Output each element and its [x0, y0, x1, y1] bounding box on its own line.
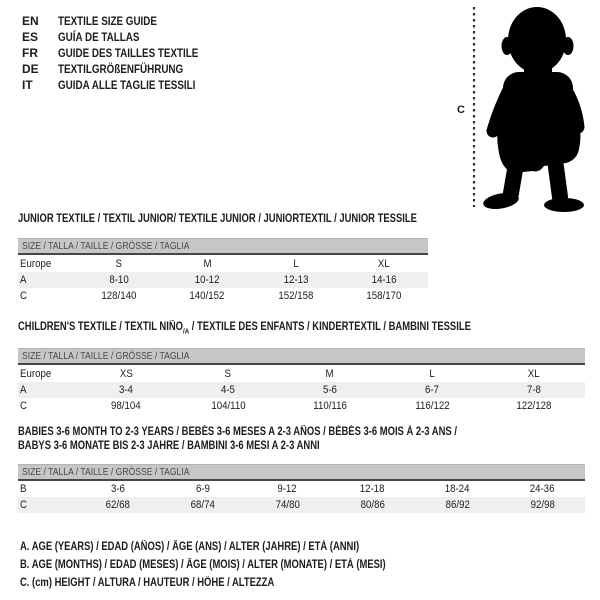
- column-header-row: [18, 255, 428, 272]
- row-label-cell: [18, 290, 75, 302]
- size-value-cell: [245, 483, 330, 495]
- column-header-text: XL: [377, 257, 390, 270]
- size-value: 128/140: [101, 290, 137, 302]
- column-header-text: L: [429, 367, 435, 380]
- size-value-cell: [330, 483, 415, 495]
- size-value-cell: [381, 384, 483, 396]
- section-title-text: / TEXTILE DES ENFANTS / KINDERTEXTIL / BAMBINI TESSILE: [189, 321, 471, 333]
- language-row: [22, 13, 229, 29]
- column-header-cell: [163, 258, 251, 270]
- language-label: GUÍA DE TALLAS: [58, 30, 140, 44]
- size-header-text: SIZE / TALLA / TAILLE / GRÖSSE / TAGLIA: [22, 350, 190, 362]
- size-value: 3-6: [110, 483, 125, 495]
- toddler-silhouette: [482, 7, 584, 212]
- size-section: [18, 212, 428, 304]
- size-header-bar: [18, 238, 428, 253]
- size-value: 8-10: [109, 274, 129, 286]
- size-value-cell: [500, 483, 585, 495]
- size-value: 6-9: [195, 483, 210, 495]
- section-title-text: JUNIOR TEXTILE / TEXTIL JUNIOR/ TEXTILE JUNIOR / JUNIORTEXTIL / JUNIOR TESSILE: [18, 213, 417, 225]
- language-code: IT: [22, 78, 33, 92]
- size-value: 122/128: [516, 400, 552, 412]
- size-value: 80/86: [360, 499, 385, 511]
- size-value-cell: [340, 290, 428, 302]
- size-value: 4-5: [221, 384, 235, 396]
- size-table: [18, 238, 428, 304]
- column-header-text: M: [325, 367, 335, 380]
- size-section: [18, 320, 585, 414]
- column-header-cell: [279, 368, 381, 380]
- size-value: 62/68: [105, 499, 130, 511]
- column-header-text: XL: [528, 367, 540, 380]
- size-value: 5-6: [323, 384, 337, 396]
- row-label-cell: [18, 499, 75, 511]
- size-table: [18, 348, 585, 414]
- language-code: FR: [22, 46, 38, 60]
- legend: [20, 537, 600, 591]
- language-label: TEXTILGRÖßENFÜHRUNG: [58, 62, 184, 76]
- row-label-cell: [18, 274, 75, 286]
- language-list: [22, 13, 229, 93]
- size-value-cell: [75, 499, 160, 511]
- section-title-text: BABIES 3-6 MONTH TO 2-3 YEARS / BEBÉS 3-6 MESES A 2-3 AÑOS / BÉBÉS 3-6 MOIS À 2-3 ANS /: [18, 426, 457, 438]
- size-header-bar: [18, 464, 585, 479]
- size-value-cell: [245, 499, 330, 511]
- section-title-line: [18, 320, 471, 334]
- row-label-cell: [18, 400, 75, 412]
- row-label: C: [20, 499, 27, 511]
- row-label: B: [20, 483, 27, 495]
- size-value: 116/122: [414, 400, 450, 412]
- size-value: 158/170: [366, 290, 402, 302]
- toddler-silhouette-graphic: [450, 0, 600, 215]
- language-label: GUIDA ALLE TAGLIE TESSILI: [58, 78, 196, 92]
- size-value-cell: [252, 290, 340, 302]
- size-value-cell: [75, 483, 160, 495]
- section-title-text: /A: [183, 326, 190, 336]
- row-label-cell: [18, 384, 75, 396]
- size-value-cell: [415, 499, 500, 511]
- section-title-line: [18, 212, 417, 226]
- size-value-cell: [163, 290, 251, 302]
- size-value: 12-18: [360, 483, 385, 495]
- column-header-text: Europe: [20, 367, 52, 380]
- column-header-cell: [252, 258, 340, 270]
- column-header-cell: [75, 368, 177, 380]
- size-row: [18, 481, 585, 497]
- size-value: 74/80: [275, 499, 300, 511]
- row-label-cell: [18, 483, 75, 495]
- row-label: A: [20, 384, 27, 396]
- size-value: 98/104: [111, 400, 141, 412]
- column-header-cell: [177, 368, 279, 380]
- size-value-cell: [160, 483, 245, 495]
- size-value: 86/92: [445, 499, 470, 511]
- size-value: 12-13: [283, 274, 308, 286]
- column-header-row: [18, 365, 585, 382]
- legend-line: C. (cm) HEIGHT / ALTURA / HAUTEUR / HÖHE / ALTEZZA: [20, 577, 275, 589]
- column-header-cell: [75, 258, 163, 270]
- size-value: 3-4: [119, 384, 133, 396]
- language-row: [22, 45, 229, 61]
- size-value: 104/110: [210, 400, 246, 412]
- column-header-text: L: [292, 257, 299, 270]
- column-header-text: M: [203, 257, 212, 270]
- size-row: [18, 398, 585, 414]
- row-label: C: [20, 400, 27, 412]
- size-value: 24-36: [530, 483, 555, 495]
- figure-area: [450, 0, 600, 215]
- column-header-text: S: [224, 367, 232, 380]
- row-label: A: [20, 274, 27, 286]
- size-value-cell: [75, 400, 177, 412]
- size-value-cell: [500, 499, 585, 511]
- size-value-cell: [279, 384, 381, 396]
- size-section: [18, 425, 585, 513]
- section-title: [18, 425, 585, 453]
- column-header-text: S: [115, 257, 123, 270]
- column-header-text: XS: [119, 367, 133, 380]
- size-value: 9-12: [277, 483, 298, 495]
- size-value-cell: [483, 400, 585, 412]
- section-title-line: [18, 425, 457, 439]
- row-label: C: [20, 290, 27, 302]
- language-code: DE: [22, 62, 39, 76]
- language-row: [22, 61, 229, 77]
- section-title: [18, 320, 585, 334]
- size-value-cell: [163, 274, 251, 286]
- language-code: ES: [22, 30, 39, 44]
- section-title: [18, 212, 428, 226]
- size-header-text: SIZE / TALLA / TAILLE / GRÖSSE / TAGLIA: [22, 466, 190, 478]
- height-measure-label: C: [457, 104, 465, 116]
- column-header-cell: [483, 368, 585, 380]
- column-header-text: Europe: [20, 257, 52, 270]
- size-value-cell: [252, 274, 340, 286]
- column-header-cell: [18, 368, 75, 380]
- size-value-cell: [415, 483, 500, 495]
- column-header-cell: [340, 258, 428, 270]
- size-value-cell: [75, 274, 163, 286]
- size-value-cell: [330, 499, 415, 511]
- section-title-text: BABYS 3-6 MONATE BIS 2-3 JAHRE / BAMBINI 3-6 MESI A 2-3 ANNI: [18, 440, 320, 452]
- size-value: 110/116: [313, 400, 347, 412]
- size-row: [18, 382, 585, 398]
- size-value-cell: [177, 384, 279, 396]
- column-header-cell: [18, 258, 75, 270]
- size-value: 140/152: [189, 290, 225, 302]
- language-row: [22, 77, 229, 93]
- size-value-cell: [483, 384, 585, 396]
- size-value: 14-16: [371, 274, 397, 286]
- size-header-text: SIZE / TALLA / TAILLE / GRÖSSE / TAGLIA: [22, 240, 190, 252]
- size-value-cell: [340, 274, 428, 286]
- size-header-bar: [18, 348, 585, 363]
- size-value-cell: [279, 400, 381, 412]
- section-title-text: CHILDREN'S TEXTILE / TEXTIL NIÑO: [18, 321, 184, 333]
- section-title-line: [18, 439, 320, 453]
- language-label: TEXTILE SIZE GUIDE: [58, 14, 157, 28]
- size-value: 92/98: [530, 499, 555, 511]
- legend-line: B. AGE (MONTHS) / EDAD (MESES) / ÂGE (MOIS) / ALTER (MONATE) / ETÀ (MESI): [20, 559, 386, 571]
- size-table: [18, 464, 585, 513]
- size-row: [18, 497, 585, 513]
- size-value: 6-7: [425, 384, 439, 396]
- size-value-cell: [177, 400, 279, 412]
- size-value-cell: [381, 400, 483, 412]
- column-header-cell: [381, 368, 483, 380]
- legend-line: A. AGE (YEARS) / EDAD (AÑOS) / ÂGE (ANS) / ALTER (JAHRE) / ETÀ (ANNI): [20, 541, 360, 553]
- size-value: 10-12: [194, 274, 220, 286]
- size-value: 152/158: [278, 290, 314, 302]
- size-row: [18, 272, 428, 288]
- size-value: 7-8: [527, 384, 541, 396]
- size-row: [18, 288, 428, 304]
- size-value: 68/74: [190, 499, 215, 511]
- size-value-cell: [75, 384, 177, 396]
- size-value-cell: [160, 499, 245, 511]
- language-row: [22, 29, 229, 45]
- size-value: 18-24: [445, 483, 470, 495]
- size-value-cell: [75, 290, 163, 302]
- language-label: GUIDE DES TAILLES TEXTILE: [58, 46, 199, 60]
- language-code: EN: [22, 14, 39, 28]
